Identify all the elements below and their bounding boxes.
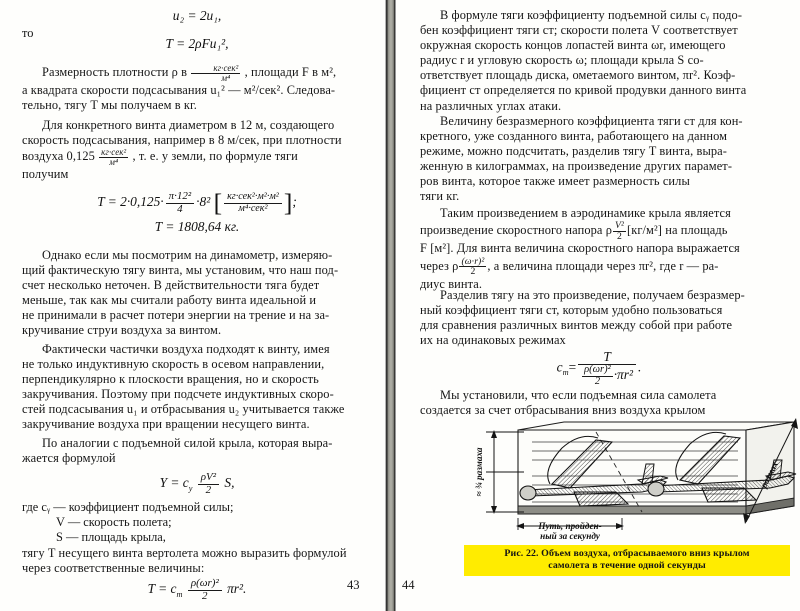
where-item-cy bbox=[22, 500, 372, 515]
y-lhs: Y = c bbox=[159, 475, 189, 491]
however-l1: Однако если мы посмотрим на динамометр, измеряю- bbox=[42, 248, 333, 262]
page-number-left: 43 bbox=[347, 578, 360, 592]
prod-l4b: , а величина площади через πr², где r — ра- bbox=[487, 258, 719, 273]
coef-l7: на различных углах атаки. bbox=[420, 98, 562, 113]
thrust-expr-l2: через соответственные величины: bbox=[22, 561, 205, 576]
concrete-line3-lead: воздуха 0,125 bbox=[22, 149, 95, 164]
thrust-expr-l1: тягу T несущего винта вертолета можно выразить формулой bbox=[22, 546, 347, 560]
paragraph-analogy bbox=[22, 436, 372, 466]
label-height: ≈ ¾ размаха bbox=[474, 447, 484, 497]
coef-l3: окружная скорость концов лопастей винта ωr, имеющего bbox=[420, 38, 726, 53]
y-tail: S, bbox=[224, 475, 235, 491]
where-cy-text: cᵧ — коэффициент подъемной силы; bbox=[41, 500, 234, 514]
paragraph-product bbox=[420, 206, 778, 292]
dimension-path bbox=[516, 518, 624, 541]
concrete-line3-tail: , т. е. у земли, по формуле тяги bbox=[132, 149, 298, 164]
div-l2: ный коэффициент тяги cт, которым удобно пользоваться bbox=[420, 303, 723, 318]
concrete-line1: Для конкретного винта диаметром в 12 м, создающего bbox=[42, 118, 335, 132]
value-l6: тяги кг. bbox=[420, 189, 460, 204]
prod-l2a: произведение скоростного напора ρ bbox=[420, 223, 612, 238]
coef-l4: радиус r и угловую скорость ω; площади крыла S со- bbox=[420, 53, 704, 68]
where-item-v: V — скорость полета; bbox=[56, 515, 172, 530]
tct-tail: πr². bbox=[227, 581, 247, 597]
ct-den-tail: ·πr² bbox=[613, 367, 633, 383]
page-right bbox=[396, 0, 800, 611]
dim-line3: тельно, тягу T мы получаем в кг. bbox=[22, 97, 197, 112]
coef-l6: фициент cт определяется по кривой продувки данного винта bbox=[420, 83, 747, 98]
prod-l5: диус винта. bbox=[420, 276, 483, 291]
particles-l1: Фактически частички воздуха подходят к винту, имея bbox=[42, 342, 330, 356]
formula-thrust-computation bbox=[22, 188, 372, 218]
label-path-line1: Путь, пройден- bbox=[538, 521, 602, 531]
paragraph-dimensions bbox=[22, 64, 372, 113]
particles-l4: закручивания. Поэтому при подсчете индуктивных скоро- bbox=[22, 387, 334, 402]
analogy-l2: жается формулой bbox=[22, 451, 116, 466]
tcalc-lhs: T = 2·0,125· bbox=[97, 194, 164, 210]
dimension-height bbox=[474, 430, 524, 514]
analogy-l1: По аналогии с подъемной силой крыла, которая выра- bbox=[42, 436, 333, 450]
tct-subscript: т bbox=[176, 589, 183, 599]
paragraph-established bbox=[420, 388, 778, 418]
value-l3: режиме, можно подсчитать, разделив тягу T винта, выра- bbox=[420, 144, 727, 159]
ct-subscript: т bbox=[562, 368, 569, 378]
however-l2: щий фактическую тягу винта, мы установим, что наш под- bbox=[22, 263, 339, 278]
dim-line2: а квадрата скорости подсасывания u₁² — м²/сек². Следова- bbox=[22, 82, 336, 97]
formula-thrust-result: T = 1808,64 кг. bbox=[154, 219, 240, 234]
particles-l5: стей подсасывания u₁ и отбрасывания u₂ учитывается также bbox=[22, 402, 345, 417]
value-l4: женную в килограммах, на произведение других парамет- bbox=[420, 159, 733, 174]
fraction-tip-speed-head: $\frac{\text{(ω·r)²}}{2}$ bbox=[461, 255, 485, 278]
particles-l2: не только индуктивную скорость в осевом направлении, bbox=[22, 357, 325, 372]
tcalc-tail: ; bbox=[292, 194, 297, 210]
div-l1: Разделив тягу на это произведение, получаем безразмер- bbox=[440, 288, 745, 302]
figure-caption-line1: Объем воздуха, отбрасываемого вниз крылом bbox=[541, 548, 750, 559]
coef-l1: В формуле тяги коэффициенту подъемной силы cᵧ подо- bbox=[440, 8, 743, 22]
label-span: размах bbox=[758, 459, 781, 490]
ct-tail: . bbox=[637, 359, 642, 375]
page-left bbox=[0, 0, 386, 611]
label-to: то bbox=[22, 26, 34, 40]
particles-l3: перпендикулярно к плоскости вращения, но и скорость bbox=[22, 372, 319, 387]
page-number-right: 44 bbox=[402, 578, 415, 592]
figure-22 bbox=[446, 418, 800, 598]
ct-lhs: c bbox=[556, 359, 563, 375]
fraction-ct-main: T $\frac{\text{ρ(ωr)²}}{2}$ ·πr² bbox=[578, 350, 636, 387]
fraction-density-units: $\frac{\text{кг·сек²}}{\text{м⁴}}$ bbox=[191, 64, 240, 83]
concrete-line2: скорость подсасывания, например в 8 м/сек, при плотности bbox=[22, 133, 342, 148]
formula-rotor-thrust bbox=[22, 578, 372, 602]
paragraph-thrust-expression bbox=[22, 546, 372, 576]
fraction-dynamic-pressure: $\frac{\text{ρV²}}{2}$ bbox=[198, 472, 219, 496]
value-l2: кретного, уже созданного винта, работающего на данном bbox=[420, 129, 728, 144]
y-subscript: y bbox=[188, 483, 193, 493]
div-l4: их на одинаковых режимах bbox=[420, 333, 566, 348]
however-l3: счет несколько неточен. В действительности тяга будет bbox=[22, 278, 320, 293]
fraction-air-density: $\frac{\text{кг·сек²}}{\text{м⁴}}$ bbox=[101, 147, 127, 168]
bracket-close: ] bbox=[283, 188, 293, 217]
however-l6: кручивание струи воздуха за винтом. bbox=[22, 323, 222, 338]
bracket-open: [ bbox=[213, 188, 223, 217]
where-item-s: S — площадь крыла, bbox=[56, 530, 166, 545]
formula-u2: u₂ = 2u₁, bbox=[172, 8, 222, 23]
paragraph-value bbox=[420, 114, 778, 205]
coef-l2: бен коэффициент тяги cт; скорости полета V соответствует bbox=[420, 23, 738, 38]
fraction-ct-denominator: $\frac{\text{ρ(ωr)²}}{2}$ bbox=[584, 364, 611, 387]
fraction-unit-check: $\frac{\text{кг·сек²·м²·м²}}{\text{м⁴·сек²}}$ bbox=[224, 192, 282, 214]
coef-l5: ответствует площадь диска, ометаемого винтом, πr². Коэф- bbox=[420, 68, 736, 83]
paragraph-divide bbox=[420, 288, 778, 348]
however-l4: меньше, так как мы считали работу винта идеальной и bbox=[22, 293, 317, 308]
book-gutter-shadow bbox=[385, 0, 396, 611]
figure-caption-line2: самолета в течение одной секунды bbox=[548, 560, 706, 572]
figure-22-drawing bbox=[446, 418, 800, 548]
tcalc-mult: ·8² bbox=[196, 194, 211, 210]
dim-mid: , площади F в м², bbox=[244, 65, 337, 80]
where-definition-list bbox=[22, 500, 372, 545]
value-l5: ров винта, которое также имеет размерность силы bbox=[420, 174, 690, 189]
fraction-velocity-head: $\frac{\text{V²}}{2}$ bbox=[614, 220, 624, 242]
formula-thrust-ideal: T = 2ρFu₁², bbox=[165, 36, 229, 51]
particles-l6: закручивание воздуха при вращении несущего винта. bbox=[22, 417, 310, 432]
value-l1: Величину безразмерного коэффициента тяги cт для кон- bbox=[440, 114, 743, 128]
dim-lead: Размерность плотности ρ в bbox=[42, 65, 188, 80]
formula-lift bbox=[22, 472, 372, 496]
however-l5: не принимали в расчет потери энергии на трение и на за- bbox=[22, 308, 330, 323]
concrete-line4: получим bbox=[22, 166, 69, 181]
tct-lhs: T = c bbox=[147, 581, 177, 597]
fraction-tip-dynamic-pressure: $\frac{\text{ρ(ωr)²}}{2}$ bbox=[188, 578, 222, 602]
est-l2: создается за счет отбрасывания вниз воздуха крылом bbox=[420, 403, 706, 418]
est-l1: Мы установили, что если подъемная сила самолета bbox=[440, 388, 717, 402]
ct-equals: = bbox=[568, 359, 577, 375]
prod-l3: F [м²]. Для винта величина скоростного напора выражается bbox=[420, 241, 740, 256]
paragraph-particles bbox=[22, 342, 372, 433]
paragraph-concrete-rotor bbox=[22, 118, 372, 182]
where-prefix: где bbox=[22, 500, 39, 514]
figure-caption bbox=[464, 545, 790, 576]
div-l3: для сравнения различных винтов между собой при работе bbox=[420, 318, 733, 333]
prod-l2b: [кг/м²] на площадь bbox=[626, 223, 728, 238]
figure-number: Рис. 22. bbox=[504, 548, 539, 559]
paragraph-coefficient bbox=[420, 8, 778, 114]
label-path-line2: ный за секунду bbox=[540, 531, 600, 541]
prod-l4a: через ρ bbox=[420, 258, 459, 273]
paragraph-however bbox=[22, 248, 372, 339]
formula-thrust-coefficient bbox=[420, 350, 778, 387]
fraction-pi-d-squared: $\frac{\text{π·12²}}{4}$ bbox=[166, 191, 195, 215]
prod-l1: Таким произведением в аэродинамике крыла является bbox=[440, 206, 731, 220]
